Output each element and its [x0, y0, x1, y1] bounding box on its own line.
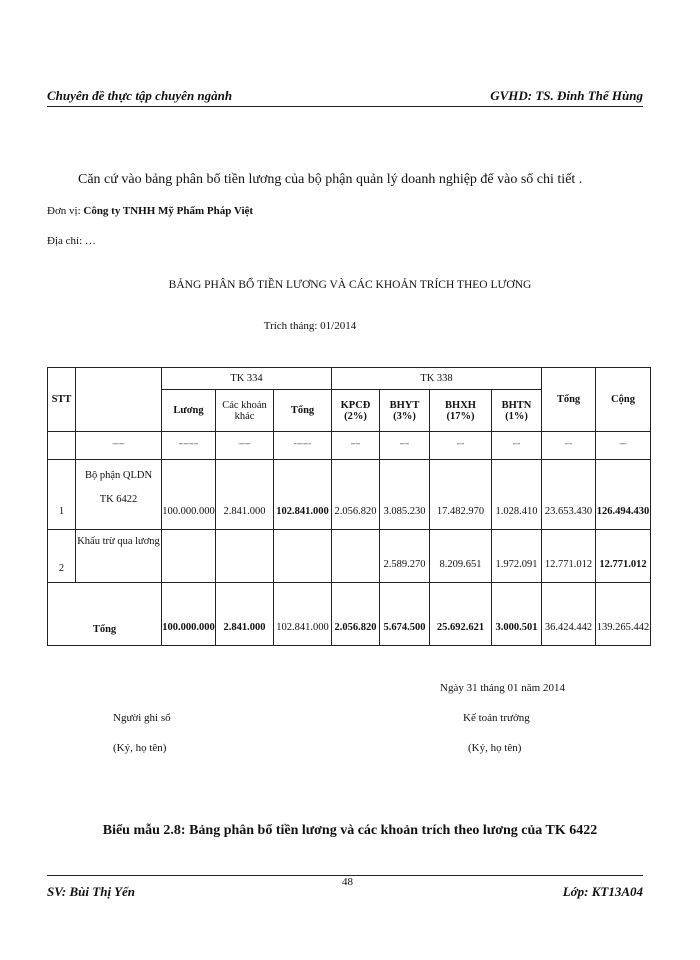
- total-kpcd: 2.056.820: [332, 583, 380, 646]
- table-period: Trích tháng: 01/2014: [263, 320, 357, 332]
- row-account: TK 6422: [99, 494, 138, 505]
- cell-bhxh: 17.482.970: [430, 460, 492, 530]
- total-tong334: 102.841.000: [274, 583, 332, 646]
- student-name: SV: Bùi Thị Yến: [47, 884, 136, 899]
- total-row: [48, 583, 651, 646]
- cell-cong: 126.494.430: [596, 460, 651, 530]
- col-luong-header: Lương: [162, 390, 216, 432]
- marks-cell: """"": [76, 432, 162, 460]
- marks-cell: """": [380, 432, 430, 460]
- cell-bhtn: 1.972.091: [492, 530, 542, 583]
- col-tong334-header: Tổng: [274, 390, 332, 432]
- intro-paragraph: Căn cứ vào bảng phân bổ tiền lương của bộ phận quản lý doanh nghiệp để vào sổ chi tiết .: [78, 172, 583, 187]
- total-bhtn: 3.000.501: [492, 583, 542, 646]
- chief-accountant-title: Kế toán trưởng: [463, 712, 530, 724]
- unit-line: [47, 205, 253, 217]
- row-dept: Khấu trừ qua lương: [76, 530, 162, 583]
- col-tk334-header: TK 334: [162, 368, 332, 390]
- cell-luong: 100.000.000: [162, 460, 216, 530]
- page-footer: [47, 875, 643, 898]
- header-row-1: [48, 368, 651, 390]
- cell-khac: 2.841.000: [216, 460, 274, 530]
- marks-cell: """: [542, 432, 596, 460]
- row-desc: [76, 460, 162, 530]
- cell-bhyt: 3.085.230: [380, 460, 430, 530]
- cell-bhyt: 2.589.270: [380, 530, 430, 583]
- figure-caption: Biểu mẫu 2.8: Bảng phân bổ tiền lương và các khoản trích theo lương của TK 6422: [102, 823, 598, 838]
- marks-cell: [48, 432, 76, 460]
- address-line: Địa chỉ: …: [47, 235, 96, 247]
- marks-cell: """: [430, 432, 492, 460]
- marks-cell: """"""": [274, 432, 332, 460]
- cell-kpcd: 2.056.820: [332, 460, 380, 530]
- row-dept: Bộ phận QLDN: [84, 470, 153, 481]
- page-header: [47, 88, 643, 107]
- col-cong-header: Cộng: [596, 368, 651, 432]
- table-row: [48, 530, 651, 583]
- total-label: Tổng: [48, 583, 162, 646]
- marks-cell: """: [596, 432, 651, 460]
- col-kpcd-header: KPCĐ (2%): [332, 390, 380, 432]
- total-bhxh: 25.692.621: [430, 583, 492, 646]
- table-row: [48, 460, 651, 530]
- marks-cell: """""""": [162, 432, 216, 460]
- supervisor: GVHD: TS. Đinh Thế Hùng: [490, 88, 643, 103]
- col-cackhoan-header: Các khoản khác: [216, 390, 274, 432]
- salary-allocation-table: [47, 367, 651, 646]
- course-title: Chuyên đề thực tập chuyên ngành: [47, 88, 233, 103]
- marks-row: [48, 432, 651, 460]
- row-stt: 2: [48, 530, 76, 583]
- cell-tong: 12.771.012: [542, 530, 596, 583]
- col-bhtn-header: BHTN (1%): [492, 390, 542, 432]
- cell-luong: [162, 530, 216, 583]
- col-bhyt-header: BHYT (3%): [380, 390, 430, 432]
- page-number: 48: [342, 876, 353, 888]
- marks-cell: """"": [216, 432, 274, 460]
- recorder-title: Người ghi sổ: [113, 712, 171, 724]
- chief-accountant-note: (Ký, họ tên): [468, 742, 522, 754]
- marks-cell: """": [332, 432, 380, 460]
- recorder-note: (Ký, họ tên): [113, 742, 167, 754]
- total-bhyt: 5.674.500: [380, 583, 430, 646]
- cell-kpcd: [332, 530, 380, 583]
- class-code: Lớp: KT13A04: [562, 884, 643, 899]
- cell-tong334: [274, 530, 332, 583]
- total-tong: 36.424.442: [542, 583, 596, 646]
- cell-tong334: 102.841.000: [274, 460, 332, 530]
- unit-name: Công ty TNHH Mỹ Phẩm Pháp Việt: [83, 205, 254, 217]
- total-cong: 139.265.442: [596, 583, 651, 646]
- col-tong-header: Tổng: [542, 368, 596, 432]
- cell-cong: 12.771.012: [596, 530, 651, 583]
- col-desc-header: [76, 368, 162, 432]
- table-title: BẢNG PHÂN BỔ TIỀN LƯƠNG VÀ CÁC KHOẢN TRÍCH THEO LƯƠNG: [168, 279, 532, 291]
- cell-bhtn: 1.028.410: [492, 460, 542, 530]
- unit-label: Đơn vị:: [47, 205, 81, 217]
- cell-tong: 23.653.430: [542, 460, 596, 530]
- cell-khac: [216, 530, 274, 583]
- marks-cell: """: [492, 432, 542, 460]
- cell-bhxh: 8.209.651: [430, 530, 492, 583]
- col-stt-header: STT: [48, 368, 76, 432]
- total-luong: 100.000.000: [162, 583, 216, 646]
- col-tk338-header: TK 338: [332, 368, 542, 390]
- col-bhxh-header: BHXH (17%): [430, 390, 492, 432]
- total-khac: 2.841.000: [216, 583, 274, 646]
- row-stt: 1: [48, 460, 76, 530]
- signature-date: Ngày 31 tháng 01 năm 2014: [440, 682, 565, 694]
